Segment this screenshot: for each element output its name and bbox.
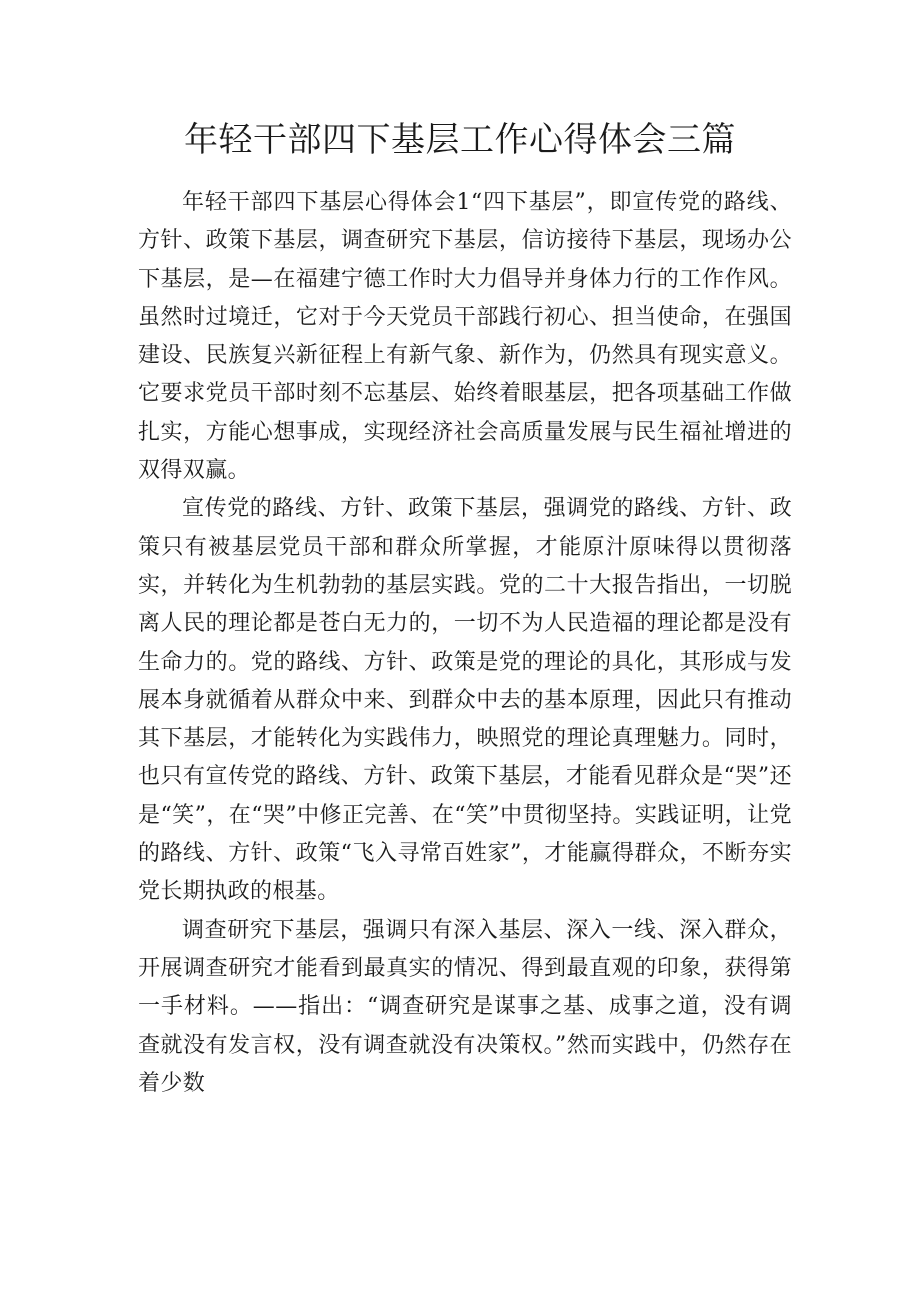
paragraph: 调查研究下基层，强调只有深入基层、深入一线、深入群众，开展调查研究才能看到最真实的情况、得到最直观的印象，获得第一手材料。——指出：“调查研究是谋事之基、成事之道，没有调查就没有发言权，没有调查就没有决策权。”然而实践中，仍然存在着少数 (138, 917, 792, 1096)
document-title: 年轻干部四下基层工作心得体会三篇 (184, 120, 736, 160)
document-body (138, 184, 792, 1103)
paragraph: 宣传党的路线、方针、政策下基层，强调党的路线、方针、政策只有被基层党员干部和群众所掌握，才能原汁原味得以贯彻落实，并转化为生机勃勃的基层实践。党的二十大报告指出，一切脱离人民的理论都是苍白无力的，一切不为人民造福的理论都是没有生命力的。党的路线、方针、政策是党的理论的具化，其形成与发展本身就循着从群众中来、到群众中去的基本原理，因此只有推动其下基层，才能转化为实践伟力，映照党的理论真理魅力。同时，也只有宣传党的路线、方针、政策下基层，才能看见群众是“哭”还是“笑”，在“哭”中修正完善、在“笑”中贯彻坚持。实践证明，让党的路线、方针、政策“飞入寻常百姓家”，才能赢得群众，不断夯实党长期执政的根基。 (138, 496, 792, 905)
paragraph: 年轻干部四下基层心得体会1“四下基层”，即宣传党的路线、方针、政策下基层，调查研究下基层，信访接待下基层，现场办公下基层，是—在福建宁德工作时大力倡导并身体力行的工作作风。虽然时过境迁，它对于今天党员干部践行初心、担当使命，在强国建设、民族复兴新征程上有新气象、新作为，仍然具有现实意义。它要求党员干部时刻不忘基层、始终着眼基层，把各项基础工作做扎实，方能心想事成，实现经济社会高质量发展与民生福祉增进的双得双赢。 (138, 190, 792, 484)
